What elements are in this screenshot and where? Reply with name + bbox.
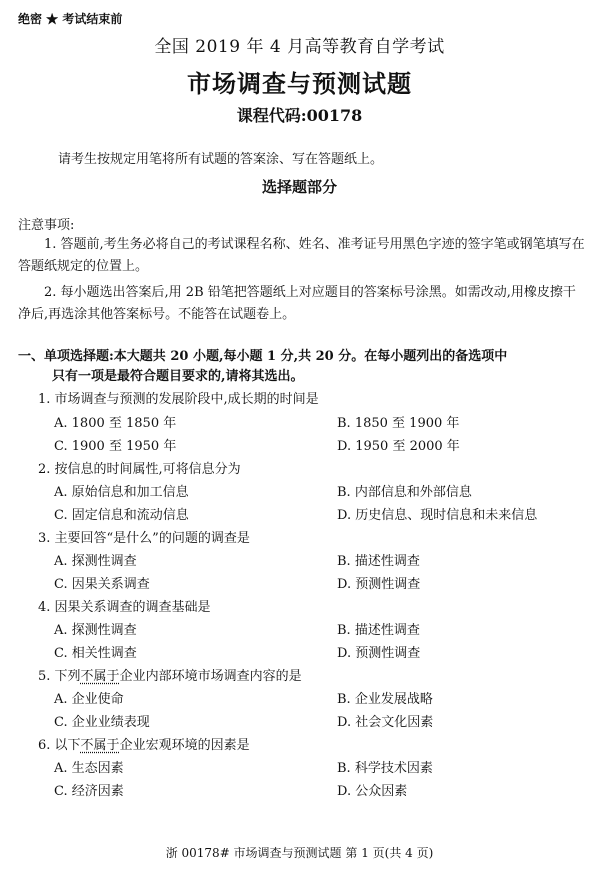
page-title: 市场调查与预测试题 xyxy=(187,69,412,98)
section-title: 选择题部分 xyxy=(261,178,337,196)
question-stem: 3. 主要回答“是什么”的问题的调查是 xyxy=(38,531,250,546)
option-b: B. 内部信息和外部信息 xyxy=(337,485,472,500)
answer-instruction: 请考生按规定用笔将所有试题的答案涂、写在答题纸上。 xyxy=(58,152,384,167)
option-b: B. 科学技术因素 xyxy=(337,761,433,776)
option-c: C. 固定信息和流动信息 xyxy=(54,508,189,523)
question-stem xyxy=(38,734,250,753)
option-c: C. 经济因素 xyxy=(54,784,124,799)
note-item: 1. 答题前,考生务必将自己的考试课程名称、姓名、准考证号用黑色字迹的签字笔或钢笔填写在答题纸规定的位置上。 xyxy=(18,237,585,274)
exam-line: 全国 2019 年 4 月高等教育自学考试 xyxy=(154,37,445,57)
question-stem: 1. 市场调查与预测的发展阶段中,成长期的时间是 xyxy=(38,392,319,407)
option-b: B. 1850 至 1900 年 xyxy=(337,416,460,431)
option-a: A. 生态因素 xyxy=(54,761,124,776)
question-stem: 2. 按信息的时间属性,可将信息分为 xyxy=(38,462,241,477)
option-d: D. 历史信息、现时信息和未来信息 xyxy=(337,508,538,523)
part-one-heading xyxy=(18,347,578,387)
option-d: D. 1950 至 2000 年 xyxy=(337,439,460,454)
option-a: A. 企业使命 xyxy=(54,692,124,707)
stem-suffix: 企业内部环境市场调查内容的是 xyxy=(119,669,302,684)
stem-prefix: 6. 以下 xyxy=(38,738,81,753)
confidential-label: 绝密 ★ 考试结束前 xyxy=(18,12,123,26)
part-one-line2: 只有一项是最符合题目要求的,请将其选出。 xyxy=(52,369,304,384)
option-c: C. 因果关系调查 xyxy=(54,577,150,592)
question-stem: 4. 因果关系调查的调查基础是 xyxy=(38,600,211,615)
stem-prefix: 5. 下列 xyxy=(38,669,81,684)
stem-emphasis: 不属于 xyxy=(80,669,120,684)
notes-heading: 注意事项: xyxy=(18,218,75,233)
option-b: B. 描述性调查 xyxy=(337,623,420,638)
option-d: D. 预测性调查 xyxy=(337,577,421,592)
option-a: A. 原始信息和加工信息 xyxy=(54,485,189,500)
option-c: C. 企业业绩表现 xyxy=(54,715,150,730)
question-stem xyxy=(38,665,302,684)
option-c: C. 相关性调查 xyxy=(54,646,137,661)
part-one-line1: 一、单项选择题:本大题共 20 小题,每小题 1 分,共 20 分。在每小题列出的备选项中 xyxy=(18,349,508,364)
course-code: 课程代码:00178 xyxy=(236,106,363,125)
option-a: A. 探测性调查 xyxy=(54,623,137,638)
option-b: B. 描述性调查 xyxy=(337,554,420,569)
option-c: C. 1900 至 1950 年 xyxy=(54,439,177,454)
option-b: B. 企业发展战略 xyxy=(337,692,433,707)
option-d: D. 公众因素 xyxy=(337,784,408,799)
option-d: D. 社会文化因素 xyxy=(337,715,434,730)
option-a: A. 探测性调查 xyxy=(54,554,137,569)
page-footer: 浙 00178# 市场调查与预测试题 第 1 页(共 4 页) xyxy=(165,846,434,860)
option-d: D. 预测性调查 xyxy=(337,646,421,661)
stem-suffix: 企业宏观环境的因素是 xyxy=(119,738,250,753)
note-item: 2. 每小题选出答案后,用 2B 铅笔把答题纸上对应题目的答案标号涂黑。如需改动,用橡皮擦干净后,再选涂其他答案标号。不能答在试题卷上。 xyxy=(18,285,576,322)
option-a: A. 1800 至 1850 年 xyxy=(54,416,177,431)
stem-emphasis: 不属于 xyxy=(80,738,120,753)
